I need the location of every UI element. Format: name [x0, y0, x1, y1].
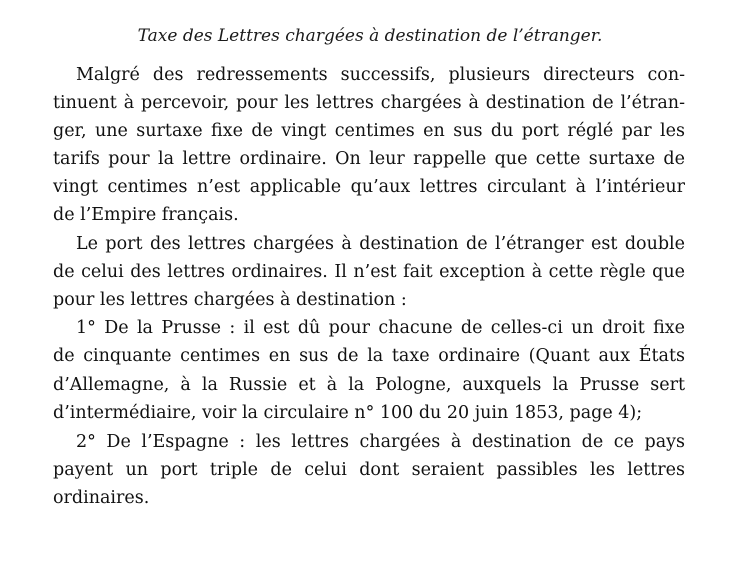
item-2-line-1: 2° De l’Espagne : les lettres chargées à destination de ce pays	[76, 432, 685, 452]
item-2-line-2: payent un port triple de celui dont seraient passibles les lettres	[53, 460, 685, 480]
item-2-line-3: ordinaires.	[53, 488, 150, 508]
paragraph-1-line-1: Malgré des redressements successifs, plusieurs directeurs con-	[76, 65, 685, 85]
paragraph-1-line-6: de l’Empire français.	[53, 205, 239, 225]
item-1-line-3: d’Allemagne, à la Russie et à la Pologne, auxquels la Prusse sert	[53, 375, 685, 395]
item-1-line-4: d’intermédiaire, voir la circulaire n° 100 du 20 juin 1853, page 4);	[53, 403, 643, 423]
paragraph-2-line-2: de celui des lettres ordinaires. Il n’est fait exception à cette règle que	[53, 262, 685, 282]
paragraph-1-line-2: tinuent à percevoir, pour les lettres chargées à destination de l’étran-	[53, 93, 685, 113]
paragraph-1-line-3: ger, une surtaxe fixe de vingt centimes en sus du port réglé par les	[53, 121, 685, 141]
paragraph-2-line-1: Le port des lettres chargées à destination de l’étranger est double	[76, 234, 685, 254]
paragraph-1-line-4: tarifs pour la lettre ordinaire. On leur rappelle que cette surtaxe de	[53, 149, 685, 169]
document-title: Taxe des Lettres chargées à destination de l’étranger.	[137, 26, 603, 46]
paragraph-1-line-5: vingt centimes n’est applicable qu’aux lettres circulant à l’intérieur	[53, 177, 685, 197]
item-1-line-1: 1° De la Prusse : il est dû pour chacune de celles-ci un droit fixe	[76, 318, 685, 338]
paragraph-2-line-3: pour les lettres chargées à destination :	[53, 290, 407, 310]
item-1-line-2: de cinquante centimes en sus de la taxe ordinaire (Quant aux États	[53, 346, 685, 366]
